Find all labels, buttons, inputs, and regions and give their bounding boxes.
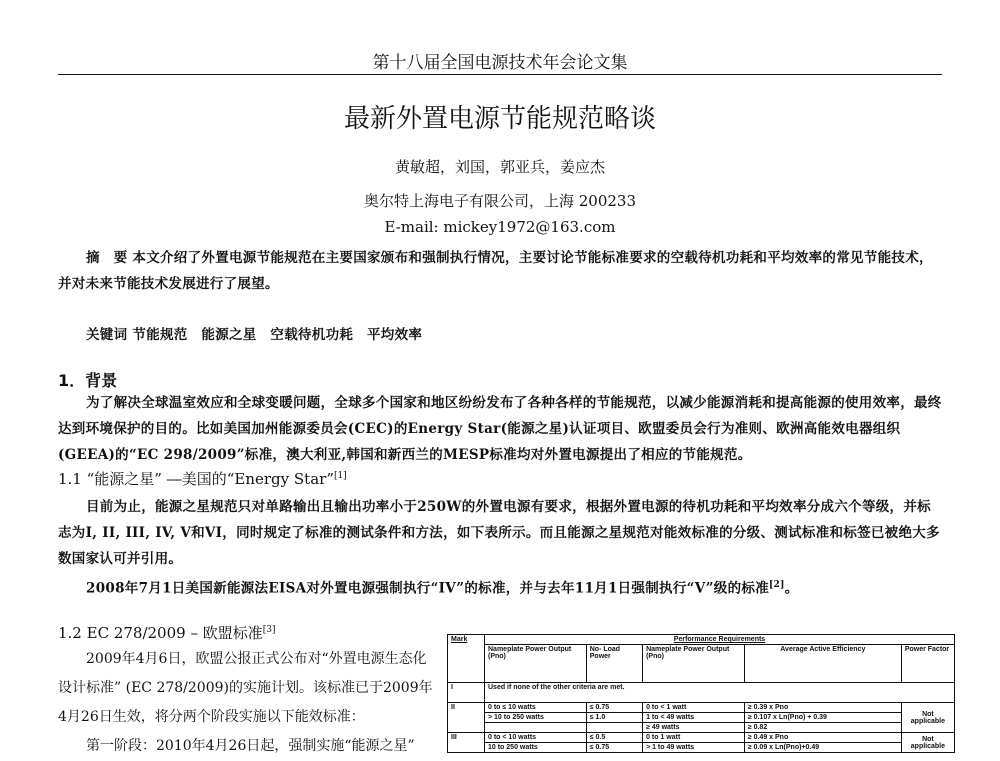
cell: 0 to 1 watt [643, 733, 745, 743]
section-1-heading: 1．背景 [58, 371, 118, 390]
section-1-2-heading [58, 622, 275, 643]
heading-text: 1.2 EC 278/2009 – 欧盟标准 [58, 624, 263, 642]
cell: ≤ 0.75 [586, 703, 642, 713]
cell: ≥ 0.49 x Pno [744, 733, 901, 743]
table-row [448, 703, 955, 713]
cell: 0 to < 1 watt [643, 703, 745, 713]
section-1-2-paragraph: 2009年4月6日，欧盟公报正式公布对“外置电源生态化设计标准” (EC 278/2009)的实施计划。该标准已于2009年4月26日生效，将分两个阶段实施以下能效标准： [58, 651, 433, 725]
col-header: No- Load Power [586, 645, 642, 683]
paragraph-end: 。 [784, 580, 799, 597]
running-header: 第十八届全国电源技术年会论文集 [372, 53, 628, 73]
cell: 0 to < 10 watts [485, 733, 587, 743]
email: E-mail: mickey1972@163.com [384, 218, 616, 236]
header-rule [58, 74, 942, 75]
col-header: Nameplate Power Output (Pno) [643, 645, 745, 683]
table-row [448, 723, 955, 733]
abstract-text: 本文介绍了外置电源节能规范在主要国家颁布和强制执行情况，主要讨论节能标准要求的空载待机功耗和平均效率的常见节能技术，并对未来节能技术发展进行了展望。 [58, 250, 933, 292]
cell: ≤ 0.75 [586, 743, 642, 753]
paragraph-text: 2008年7月1日美国新能源法EISA对外置电源强制执行“IV”的标准，并与去年11月1日强制执行“V”级的标准 [86, 580, 769, 597]
cell: ≤ 0.5 [586, 733, 642, 743]
col-header: Average Active Efficiency [744, 645, 901, 683]
cell: Not applicable [901, 703, 954, 733]
cell: Not applicable [901, 733, 954, 753]
mark-cell: II [448, 703, 485, 733]
citation: [1] [334, 471, 347, 481]
cell: 1 to < 49 watts [643, 713, 745, 723]
cell [485, 723, 587, 733]
section-1-1-paragraph: 目前为止，能源之星规范只对单路输出且输出功率小于250W的外置电源有要求，根据外置电源的待机功耗和平均效率分成六个等级，并标志为I, II, III, IV, V和VI，同时规定了标准的测试条件和方法，如下表所示。而且能源之星规范对能效标准的分级、测试标准和标签已被绝大多数国家认可并引用。 [58, 499, 940, 567]
cell: ≥ 0.09 x Ln(Pno)+0.49 [744, 743, 901, 753]
cell: ≤ 1.0 [586, 713, 642, 723]
mark-cell: I [448, 683, 485, 703]
affiliation: 奥尔特上海电子有限公司，上海 200233 [363, 192, 637, 210]
keywords-text: 节能规范 能源之星 空载待机功耗 平均效率 [132, 327, 423, 343]
abstract [58, 245, 942, 297]
cell: Used if none of the other criteria are met. [485, 683, 955, 703]
col-header: Nameplate Power Output (Pno) [485, 645, 587, 683]
section-1-1-heading [58, 468, 347, 489]
cell: 0 to ≤ 10 watts [485, 703, 587, 713]
cell [586, 723, 642, 733]
table-row [448, 683, 955, 703]
authors: 黄敏超，刘国，郭亚兵，姜应杰 [394, 158, 605, 176]
section-1-2-paragraph-2: 第一阶段：2010年4月26日起，强制实施“能源之星” [86, 738, 415, 754]
cell: ≥ 0.39 x Pno [744, 703, 901, 713]
keywords [58, 322, 942, 348]
cell: 10 to 250 watts [485, 743, 587, 753]
cell: > 10 to 250 watts [485, 713, 587, 723]
section-1-1-paragraph-2 [58, 572, 942, 602]
mark-cell: III [448, 733, 485, 753]
heading-text: 1.1 “能源之星” ―美国的“Energy Star” [58, 470, 334, 488]
cell: > 1 to 49 watts [643, 743, 745, 753]
cell: ≥ 0.82 [744, 723, 901, 733]
section-1-paragraph: 为了解决全球温室效应和全球变暖问题，全球多个国家和地区纷纷发布了各种各样的节能规范，以减少能源消耗和提高能源的使用效率，最终达到环境保护的目的。比如美国加州能源委员会(CEC)的Energy Star(能源之星)认证项目、欧盟委员会行为准则、欧洲高能效电器组织(GEEA)的“EC 298/2009”标准，澳大利亚,韩国和新西兰的MESP标准均对外置电源提出了相应的节能规范。 [58, 395, 942, 463]
col-mark: Mark [451, 636, 468, 643]
energy-star-table [447, 634, 955, 753]
citation: [3] [262, 625, 276, 635]
table-row [448, 743, 955, 753]
cell: ≥ 49 watts [643, 723, 745, 733]
table-row [448, 733, 955, 743]
cell: ≥ 0.107 x Ln(Pno) + 0.39 [744, 713, 901, 723]
paper-title: 最新外置电源节能规范略谈 [343, 104, 656, 134]
table-row [448, 713, 955, 723]
col-header: Power Factor [901, 645, 954, 683]
citation: [2] [769, 580, 785, 590]
col-performance: Performance Requirements [673, 636, 766, 643]
abstract-label: 摘 要 [86, 250, 128, 266]
keywords-label: 关键词 [86, 327, 128, 343]
